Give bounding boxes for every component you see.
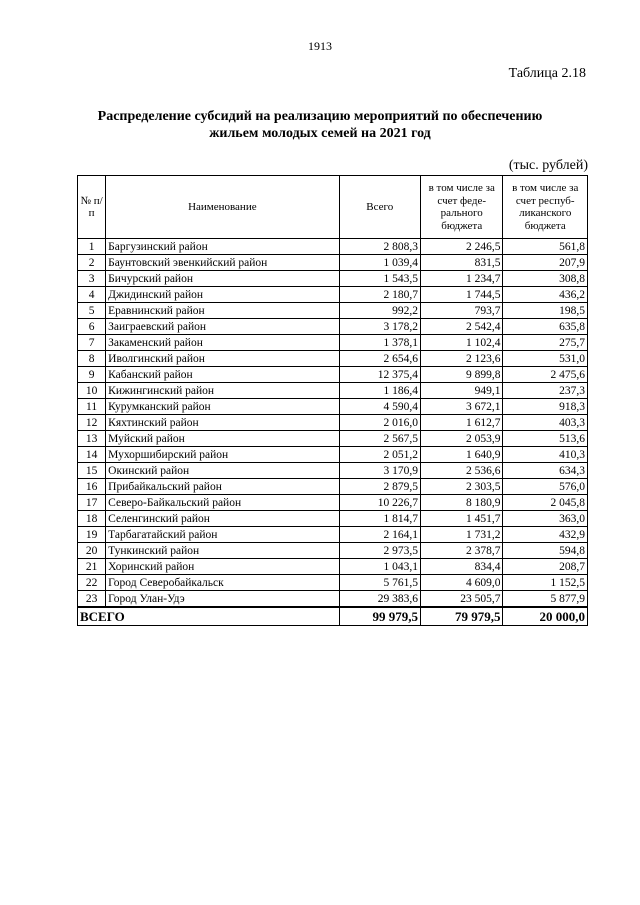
row-total: 12 375,4 xyxy=(339,367,420,383)
table-row xyxy=(78,319,588,335)
row-total: 1 043,1 xyxy=(339,559,420,575)
row-number: 22 xyxy=(78,575,106,591)
row-name: Северо-Байкальский район xyxy=(106,495,339,511)
unit-label: (тыс. рублей) xyxy=(508,158,588,173)
row-number: 11 xyxy=(78,399,106,415)
row-federal: 949,1 xyxy=(420,383,502,399)
row-name: Заиграевский район xyxy=(106,319,339,335)
row-name: Тарбагатайский район xyxy=(106,527,339,543)
row-federal: 23 505,7 xyxy=(420,591,502,608)
row-number: 13 xyxy=(78,431,106,447)
row-name: Хоринский район xyxy=(106,559,339,575)
row-federal: 1 102,4 xyxy=(420,335,502,351)
table-row xyxy=(78,415,588,431)
table-body xyxy=(78,239,588,608)
row-republic: 1 152,5 xyxy=(503,575,588,591)
row-number: 23 xyxy=(78,591,106,608)
table-row xyxy=(78,575,588,591)
table-total-row xyxy=(78,607,588,626)
row-number: 21 xyxy=(78,559,106,575)
row-number: 1 xyxy=(78,239,106,255)
row-republic: 2 045,8 xyxy=(503,495,588,511)
row-number: 10 xyxy=(78,383,106,399)
row-republic: 634,3 xyxy=(503,463,588,479)
row-total: 992,2 xyxy=(339,303,420,319)
row-total: 1 378,1 xyxy=(339,335,420,351)
row-federal: 2 246,5 xyxy=(420,239,502,255)
row-name: Мухоршибирский район xyxy=(106,447,339,463)
row-republic: 594,8 xyxy=(503,543,588,559)
row-number: 14 xyxy=(78,447,106,463)
row-republic: 576,0 xyxy=(503,479,588,495)
table-row xyxy=(78,591,588,608)
title-line-1: Распределение субсидий на реализацию мероприятий по обеспечению xyxy=(97,109,543,124)
row-republic: 432,9 xyxy=(503,527,588,543)
footer-republic: 20 000,0 xyxy=(503,607,588,626)
row-name: Еравнинский район xyxy=(106,303,339,319)
row-republic: 513,6 xyxy=(503,431,588,447)
row-federal: 9 899,8 xyxy=(420,367,502,383)
footer-total: 99 979,5 xyxy=(339,607,420,626)
row-republic: 531,0 xyxy=(503,351,588,367)
row-total: 1 543,5 xyxy=(339,271,420,287)
table-row xyxy=(78,383,588,399)
row-total: 29 383,6 xyxy=(339,591,420,608)
document-title xyxy=(60,108,580,142)
row-republic: 403,3 xyxy=(503,415,588,431)
table-header-row xyxy=(78,176,588,239)
row-number: 20 xyxy=(78,543,106,559)
row-federal: 2 536,6 xyxy=(420,463,502,479)
row-federal: 2 542,4 xyxy=(420,319,502,335)
row-name: Селенгинский район xyxy=(106,511,339,527)
row-republic: 208,7 xyxy=(503,559,588,575)
row-name: Баунтовский эвенкийский район xyxy=(106,255,339,271)
table-row xyxy=(78,463,588,479)
footer-federal: 79 979,5 xyxy=(420,607,502,626)
subsidy-table xyxy=(77,175,588,626)
row-name: Курумканский район xyxy=(106,399,339,415)
row-name: Кабанский район xyxy=(106,367,339,383)
row-number: 4 xyxy=(78,287,106,303)
row-total: 1 814,7 xyxy=(339,511,420,527)
row-total: 2 973,5 xyxy=(339,543,420,559)
row-name: Город Улан-Удэ xyxy=(106,591,339,608)
row-federal: 1 640,9 xyxy=(420,447,502,463)
table-row xyxy=(78,351,588,367)
row-total: 2 016,0 xyxy=(339,415,420,431)
row-number: 9 xyxy=(78,367,106,383)
row-number: 12 xyxy=(78,415,106,431)
table-row xyxy=(78,431,588,447)
header-num: № п/п xyxy=(78,176,106,239)
row-name: Джидинский район xyxy=(106,287,339,303)
row-total: 2 051,2 xyxy=(339,447,420,463)
row-federal: 1 451,7 xyxy=(420,511,502,527)
row-number: 5 xyxy=(78,303,106,319)
row-number: 16 xyxy=(78,479,106,495)
table-row xyxy=(78,447,588,463)
row-total: 3 170,9 xyxy=(339,463,420,479)
row-total: 2 654,6 xyxy=(339,351,420,367)
row-total: 2 180,7 xyxy=(339,287,420,303)
row-name: Муйский район xyxy=(106,431,339,447)
header-name: Наименование xyxy=(106,176,339,239)
table-row xyxy=(78,255,588,271)
row-number: 2 xyxy=(78,255,106,271)
page-number: 1913 xyxy=(308,39,332,53)
row-number: 15 xyxy=(78,463,106,479)
header-federal: в том числе за счет феде-рального бюджета xyxy=(420,176,502,239)
footer-label: ВСЕГО xyxy=(78,607,340,626)
row-republic: 410,3 xyxy=(503,447,588,463)
row-total: 10 226,7 xyxy=(339,495,420,511)
row-federal: 3 672,1 xyxy=(420,399,502,415)
table-row xyxy=(78,399,588,415)
table-row xyxy=(78,335,588,351)
row-republic: 198,5 xyxy=(503,303,588,319)
row-total: 2 567,5 xyxy=(339,431,420,447)
row-federal: 793,7 xyxy=(420,303,502,319)
table-label: Таблица 2.18 xyxy=(508,66,586,81)
table-row xyxy=(78,287,588,303)
row-name: Прибайкальский район xyxy=(106,479,339,495)
row-federal: 831,5 xyxy=(420,255,502,271)
table-row xyxy=(78,559,588,575)
row-total: 4 590,4 xyxy=(339,399,420,415)
row-republic: 2 475,6 xyxy=(503,367,588,383)
row-republic: 275,7 xyxy=(503,335,588,351)
row-republic: 363,0 xyxy=(503,511,588,527)
table-row xyxy=(78,239,588,255)
row-federal: 1 234,7 xyxy=(420,271,502,287)
table-row xyxy=(78,495,588,511)
row-republic: 308,8 xyxy=(503,271,588,287)
row-total: 3 178,2 xyxy=(339,319,420,335)
row-total: 2 808,3 xyxy=(339,239,420,255)
row-name: Кижингинский район xyxy=(106,383,339,399)
row-federal: 4 609,0 xyxy=(420,575,502,591)
row-federal: 1 731,2 xyxy=(420,527,502,543)
row-name: Иволгинский район xyxy=(106,351,339,367)
row-republic: 436,2 xyxy=(503,287,588,303)
row-number: 19 xyxy=(78,527,106,543)
row-total: 2 164,1 xyxy=(339,527,420,543)
row-name: Бичурский район xyxy=(106,271,339,287)
row-number: 6 xyxy=(78,319,106,335)
table-row xyxy=(78,543,588,559)
row-total: 1 186,4 xyxy=(339,383,420,399)
row-federal: 2 053,9 xyxy=(420,431,502,447)
row-federal: 834,4 xyxy=(420,559,502,575)
row-total: 1 039,4 xyxy=(339,255,420,271)
header-total: Всего xyxy=(339,176,420,239)
row-name: Окинский район xyxy=(106,463,339,479)
table-row xyxy=(78,367,588,383)
row-republic: 918,3 xyxy=(503,399,588,415)
table-row xyxy=(78,527,588,543)
row-number: 7 xyxy=(78,335,106,351)
row-republic: 237,3 xyxy=(503,383,588,399)
row-total: 2 879,5 xyxy=(339,479,420,495)
row-federal: 2 378,7 xyxy=(420,543,502,559)
row-republic: 635,8 xyxy=(503,319,588,335)
row-name: Город Северобайкальск xyxy=(106,575,339,591)
row-republic: 561,8 xyxy=(503,239,588,255)
row-name: Кяхтинский район xyxy=(106,415,339,431)
table-row xyxy=(78,479,588,495)
row-total: 5 761,5 xyxy=(339,575,420,591)
row-number: 18 xyxy=(78,511,106,527)
header-republic: в том числе за счет респуб-ликанского бюджета xyxy=(503,176,588,239)
row-republic: 5 877,9 xyxy=(503,591,588,608)
title-line-2: жильем молодых семей на 2021 год xyxy=(209,126,431,141)
row-federal: 2 303,5 xyxy=(420,479,502,495)
row-name: Закаменский район xyxy=(106,335,339,351)
row-federal: 1 612,7 xyxy=(420,415,502,431)
row-name: Баргузинский район xyxy=(106,239,339,255)
row-federal: 8 180,9 xyxy=(420,495,502,511)
row-number: 3 xyxy=(78,271,106,287)
row-number: 8 xyxy=(78,351,106,367)
row-federal: 1 744,5 xyxy=(420,287,502,303)
row-republic: 207,9 xyxy=(503,255,588,271)
row-name: Тункинский район xyxy=(106,543,339,559)
table-row xyxy=(78,303,588,319)
row-number: 17 xyxy=(78,495,106,511)
row-federal: 2 123,6 xyxy=(420,351,502,367)
table-row xyxy=(78,511,588,527)
table-row xyxy=(78,271,588,287)
